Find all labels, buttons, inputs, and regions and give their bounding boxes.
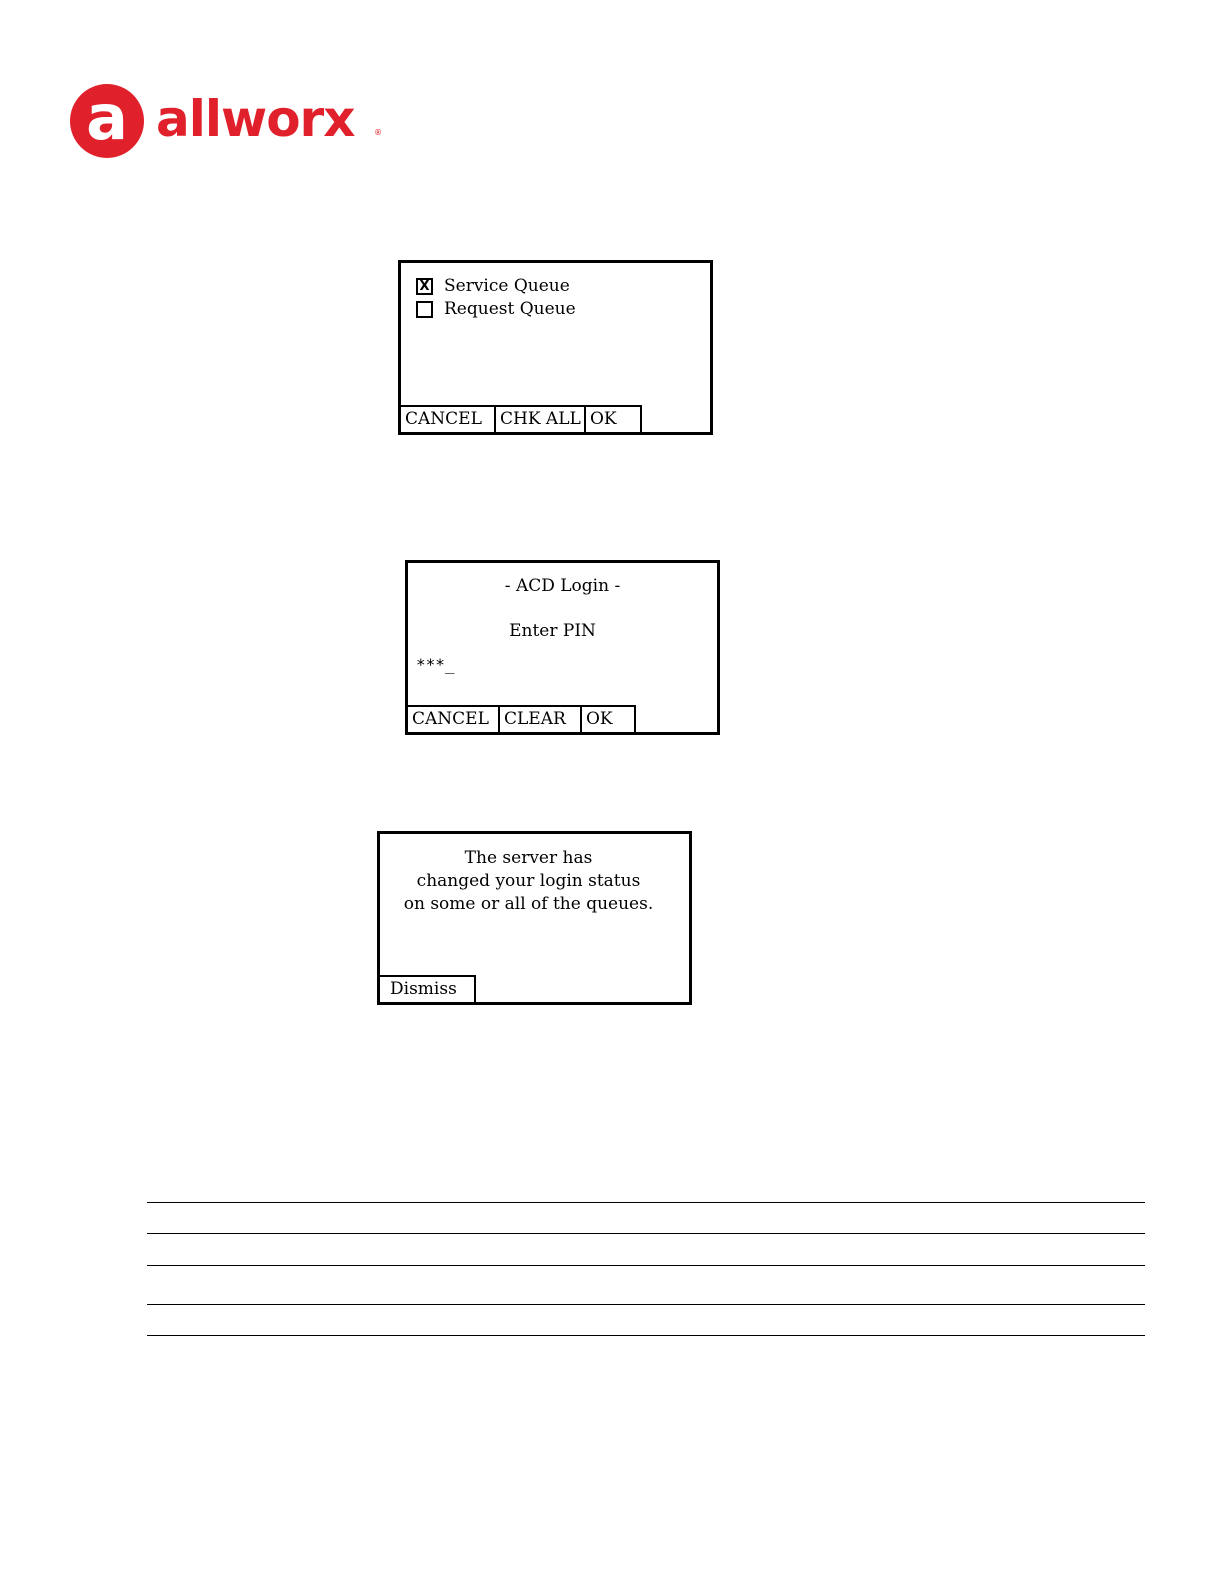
acd-login-screen [405,560,720,735]
allworx-logo [70,81,390,162]
queue-selection-screen [398,260,713,435]
queue-softkey-bar [401,405,642,432]
ok-softkey[interactable]: OK [590,409,617,429]
cancel-softkey[interactable]: CANCEL [408,707,500,732]
table-rule [147,1202,1145,1203]
service-queue-label: Service Queue [444,276,570,296]
status-message-line-2: changed your login status [416,871,641,891]
check-all-softkey[interactable]: CHK ALL [496,407,586,432]
pin-prompt: Enter PIN [509,621,596,641]
table-rule [147,1233,1145,1234]
request-queue-option[interactable] [416,298,576,320]
logo-registered-mark: ® [374,128,382,137]
dismiss-softkey[interactable]: Dismiss [390,979,457,999]
request-queue-label: Request Queue [444,299,576,319]
service-queue-option[interactable] [416,275,570,297]
status-message-line-3: on some or all of the queues. [403,894,654,914]
pin-input[interactable]: ***_ [416,655,455,674]
checkbox-unchecked-icon[interactable] [416,301,433,318]
logo-mark: a [70,84,144,158]
logo-wordmark: allworx [156,90,355,148]
ok-softkey[interactable]: OK [586,709,613,729]
table-rule [147,1265,1145,1266]
login-title: - ACD Login - [504,576,621,596]
login-softkey-bar [408,705,636,732]
table-rule [147,1304,1145,1305]
clear-softkey[interactable]: CLEAR [500,707,582,732]
checkbox-checked-icon[interactable]: X [416,278,433,295]
cancel-softkey[interactable]: CANCEL [401,407,496,432]
login-status-screen [377,831,692,1005]
status-message-line-1: The server has [464,848,593,868]
status-softkey-bar [380,975,476,1002]
table-rule [147,1335,1145,1336]
